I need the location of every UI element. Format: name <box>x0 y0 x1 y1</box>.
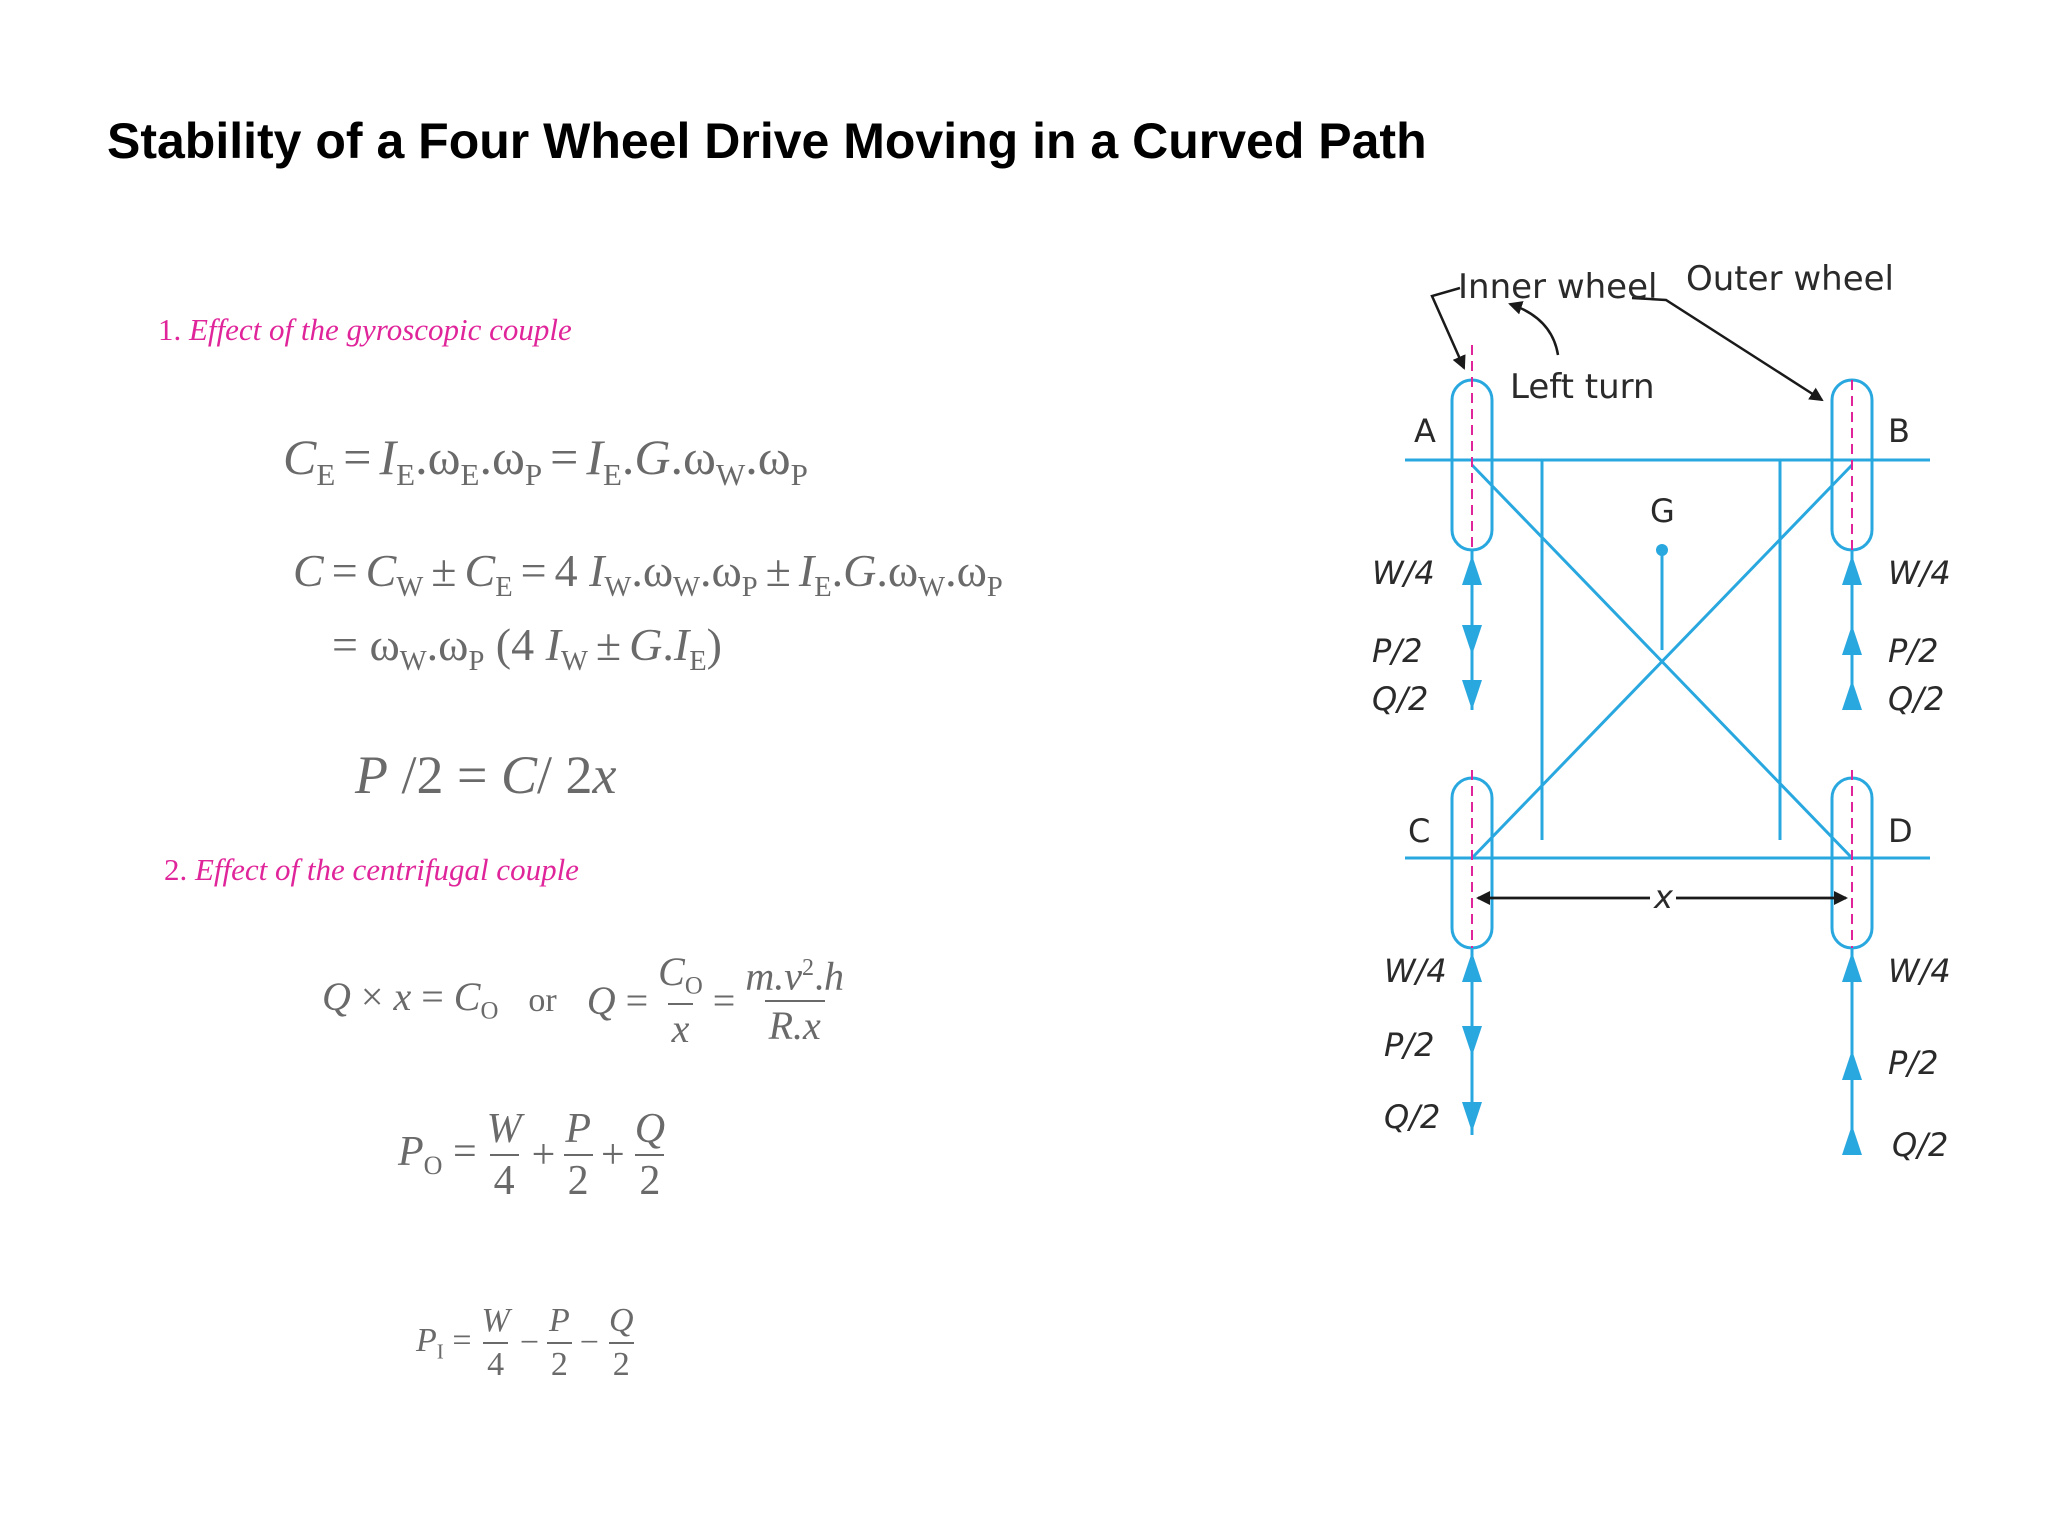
force-label: W/4 <box>1888 554 1951 592</box>
section-label: Effect of the gyroscopic couple <box>189 312 572 347</box>
outer-wheel-label: Outer wheel <box>1686 259 1894 299</box>
arrow-up-icon <box>1842 1050 1862 1080</box>
section-label: Effect of the centrifugal couple <box>195 852 579 887</box>
arrow-down-icon <box>1462 680 1482 710</box>
arrow-up-icon <box>1842 555 1862 585</box>
arrow-down-icon <box>1462 1102 1482 1132</box>
label-G: G <box>1650 492 1675 530</box>
force-label: P/2 <box>1384 1026 1435 1064</box>
force-label: Q/2 <box>1372 680 1429 718</box>
inner-wheel-label: Inner wheel <box>1458 267 1658 307</box>
outer-wheel-pointer <box>1632 298 1822 400</box>
label-A: A <box>1414 412 1436 450</box>
label-C: C <box>1408 812 1431 850</box>
equation-inner-reaction: $P_I$ = $\frac{W}{4}$ − $\frac{P}{2}$ − $\frac{Q}{2}$ <box>416 1302 634 1383</box>
force-label: Q/2 <box>1384 1098 1441 1136</box>
arrow-up-icon <box>1842 625 1862 655</box>
left-turn-arrow <box>1510 304 1558 355</box>
force-label: P/2 <box>1372 632 1423 670</box>
arrow-up-icon <box>1842 1125 1862 1155</box>
equation-reaction-gyro: P /2 = C/ 2x <box>355 745 617 805</box>
four-wheel-diagram <box>1370 240 2010 1200</box>
arrow-up-icon <box>1462 952 1482 982</box>
page-title: Stability of a Four Wheel Drive Moving in a Curved Path <box>107 113 1427 169</box>
section-heading-centrifugal <box>164 852 579 888</box>
section-heading-gyroscopic <box>158 312 572 348</box>
arrow-up-icon <box>1462 555 1482 585</box>
equation-outer-reaction: $P_O$ = $\frac{W}{4}$ + $\frac{P}{2}$ + $\frac{Q}{2}$ <box>398 1106 666 1204</box>
force-label: Q/2 <box>1888 680 1945 718</box>
label-B: B <box>1888 412 1910 450</box>
force-label: W/4 <box>1372 554 1435 592</box>
force-label: P/2 <box>1888 632 1939 670</box>
arrow-down-icon <box>1462 1026 1482 1056</box>
equation-gyro-engine: $C_E = I_E.\omega_E.\omega_P = I_E.G.\omega_W.\omega_P$ <box>283 429 808 492</box>
force-label: W/4 <box>1888 952 1951 990</box>
cg-point <box>1656 544 1668 556</box>
equation-total-couple: $C = C_W \pm C_E = 4$ $I_W.\omega_W.\omega_P \pm I_E.G.\omega_W.\omega_P$ <box>293 545 1003 603</box>
force-label: W/4 <box>1384 952 1447 990</box>
arrow-up-icon <box>1842 952 1862 982</box>
equation-total-couple-factored: = $\omega_W.\omega_P$ (4 $I_W \pm G.I_E$) <box>332 619 722 677</box>
force-label: P/2 <box>1888 1044 1939 1082</box>
label-D: D <box>1888 812 1913 850</box>
force-label: Q/2 <box>1892 1126 1949 1164</box>
equation-centrifugal: $Q \times x = C_O$ or Q = $\frac{C_O}{x}$ = $\frac{m.v^2.h}{R.x}$ <box>322 949 844 1052</box>
arrow-up-icon <box>1842 680 1862 710</box>
left-turn-label: Left turn <box>1510 367 1655 407</box>
section-number: 1. <box>158 312 182 347</box>
section-number: 2. <box>164 852 188 887</box>
label-track-width: x <box>1654 878 1673 916</box>
arrow-down-icon <box>1462 625 1482 655</box>
